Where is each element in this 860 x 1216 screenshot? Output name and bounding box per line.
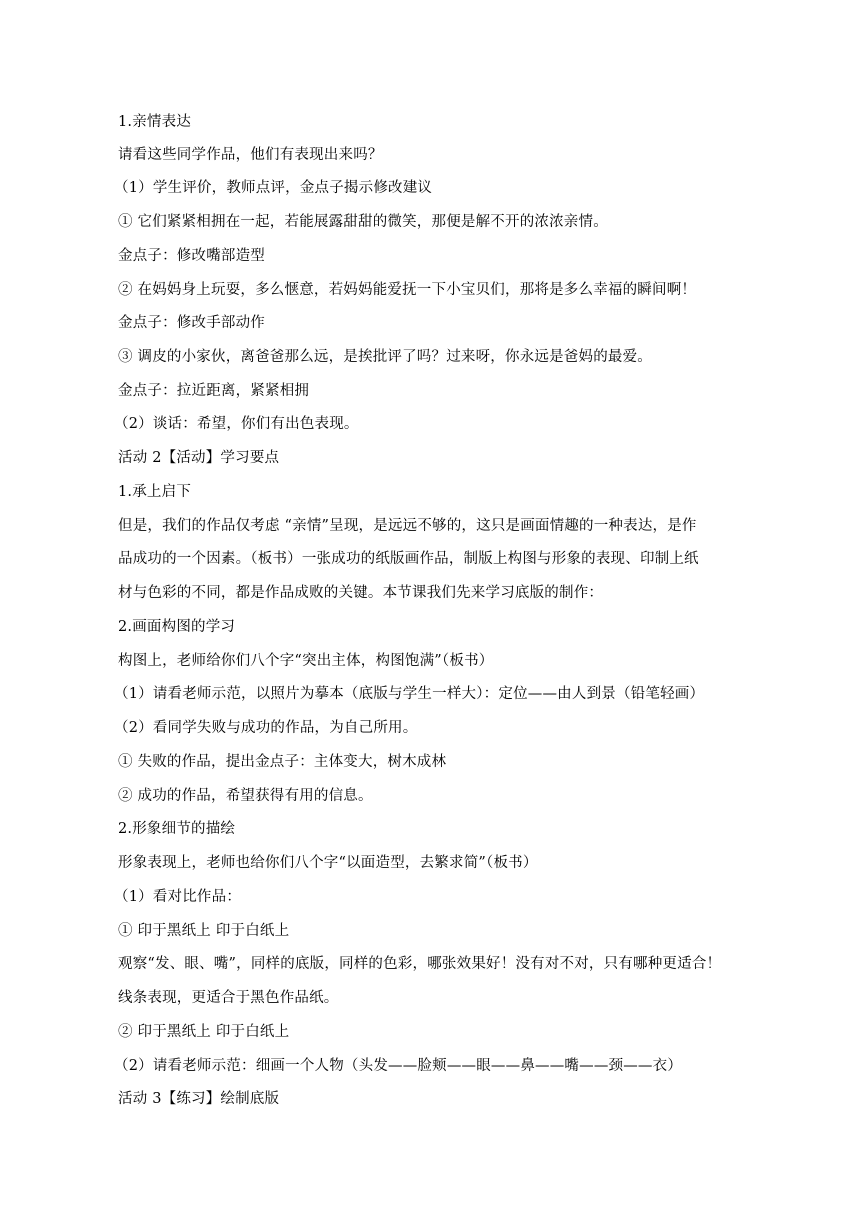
paragraph-item-3: ③ 调皮的小家伙，离爸爸那么远，是挨批评了吗？过来呀，你永远是爸妈的最爱。 bbox=[118, 349, 653, 365]
paragraph-detail: 形象表现上，老师也给你们八个字“以面造型，去繁求简”（板书） bbox=[118, 855, 538, 871]
paragraph-body-2: 品成功的一个因素。（板书）一张成功的纸版画作品，制版上构图与形象的表现、印制上纸 bbox=[118, 551, 699, 567]
paragraph-line-expression: 线条表现，更适合于黑色作品纸。 bbox=[118, 990, 339, 1006]
heading-detail: 2.形象细节的描绘 bbox=[118, 821, 236, 837]
paragraph-fail-item: ① 失败的作品，提出金点子：主体变大，树木成林 bbox=[118, 754, 447, 770]
paragraph-demo-1: （1）请看老师示范，以照片为摹本（底版与学生一样大）：定位——由人到景（铅笔轻画） bbox=[114, 686, 705, 702]
paragraph-item-1: ① 它们紧紧相拥在一起，若能展露甜甜的微笑，那便是解不开的浓浓亲情。 bbox=[118, 214, 608, 230]
paragraph-tip-3: 金点子：拉近距离，紧紧相拥 bbox=[118, 383, 310, 399]
heading-transition: 1.承上启下 bbox=[118, 484, 192, 500]
paragraph-demo-2: （2）看同学失败与成功的作品，为自己所用。 bbox=[114, 720, 418, 736]
paragraph-print-1: ① 印于黑纸上 印于白纸上 bbox=[118, 923, 290, 939]
paragraph-question: 请看这些同学作品，他们有表现出来吗？ bbox=[118, 147, 383, 163]
paragraph-demo-figure: （2）请看老师示范：细画一个人物（头发——脸颊——眼——鼻——嘴——颈——衣） bbox=[114, 1058, 683, 1074]
paragraph-success-item: ② 成功的作品，希望获得有用的信息。 bbox=[118, 788, 373, 804]
heading-family-expression: 1.亲情表达 bbox=[118, 114, 192, 130]
heading-composition: 2.画面构图的学习 bbox=[118, 619, 236, 635]
heading-activity-3: 活动 3【练习】绘制底版 bbox=[118, 1091, 280, 1107]
paragraph-compare: （1）看对比作品： bbox=[114, 889, 242, 905]
paragraph-body-3: 材与色彩的不同，都是作品成败的关键。本节课我们先来学习底版的制作： bbox=[118, 585, 604, 601]
paragraph-composition: 构图上，老师给你们八个字“突出主体，构图饱满”（板书） bbox=[118, 653, 494, 669]
paragraph-tip-2: 金点子：修改手部动作 bbox=[118, 315, 265, 331]
paragraph-step-2: （2）谈话：希望，你们有出色表现。 bbox=[114, 416, 359, 432]
paragraph-tip-1: 金点子：修改嘴部造型 bbox=[118, 248, 265, 264]
heading-activity-2: 活动 2【活动】学习要点 bbox=[118, 450, 280, 466]
paragraph-step-1: （1）学生评价，教师点评，金点子揭示修改建议 bbox=[114, 180, 433, 196]
paragraph-body-1: 但是，我们的作品仅考虑 “亲情”呈现，是远远不够的，这只是画面情趣的一种表达，是作 bbox=[118, 518, 697, 534]
paragraph-print-2: ② 印于黑纸上 印于白纸上 bbox=[118, 1024, 290, 1040]
paragraph-observe: 观察“发、眼、嘴”，同样的底版，同样的色彩，哪张效果好！没有对不对，只有哪种更适合！ bbox=[118, 956, 722, 972]
paragraph-item-2: ② 在妈妈身上玩耍，多么惬意，若妈妈能爱抚一下小宝贝们，那将是多么幸福的瞬间啊！ bbox=[118, 282, 697, 298]
